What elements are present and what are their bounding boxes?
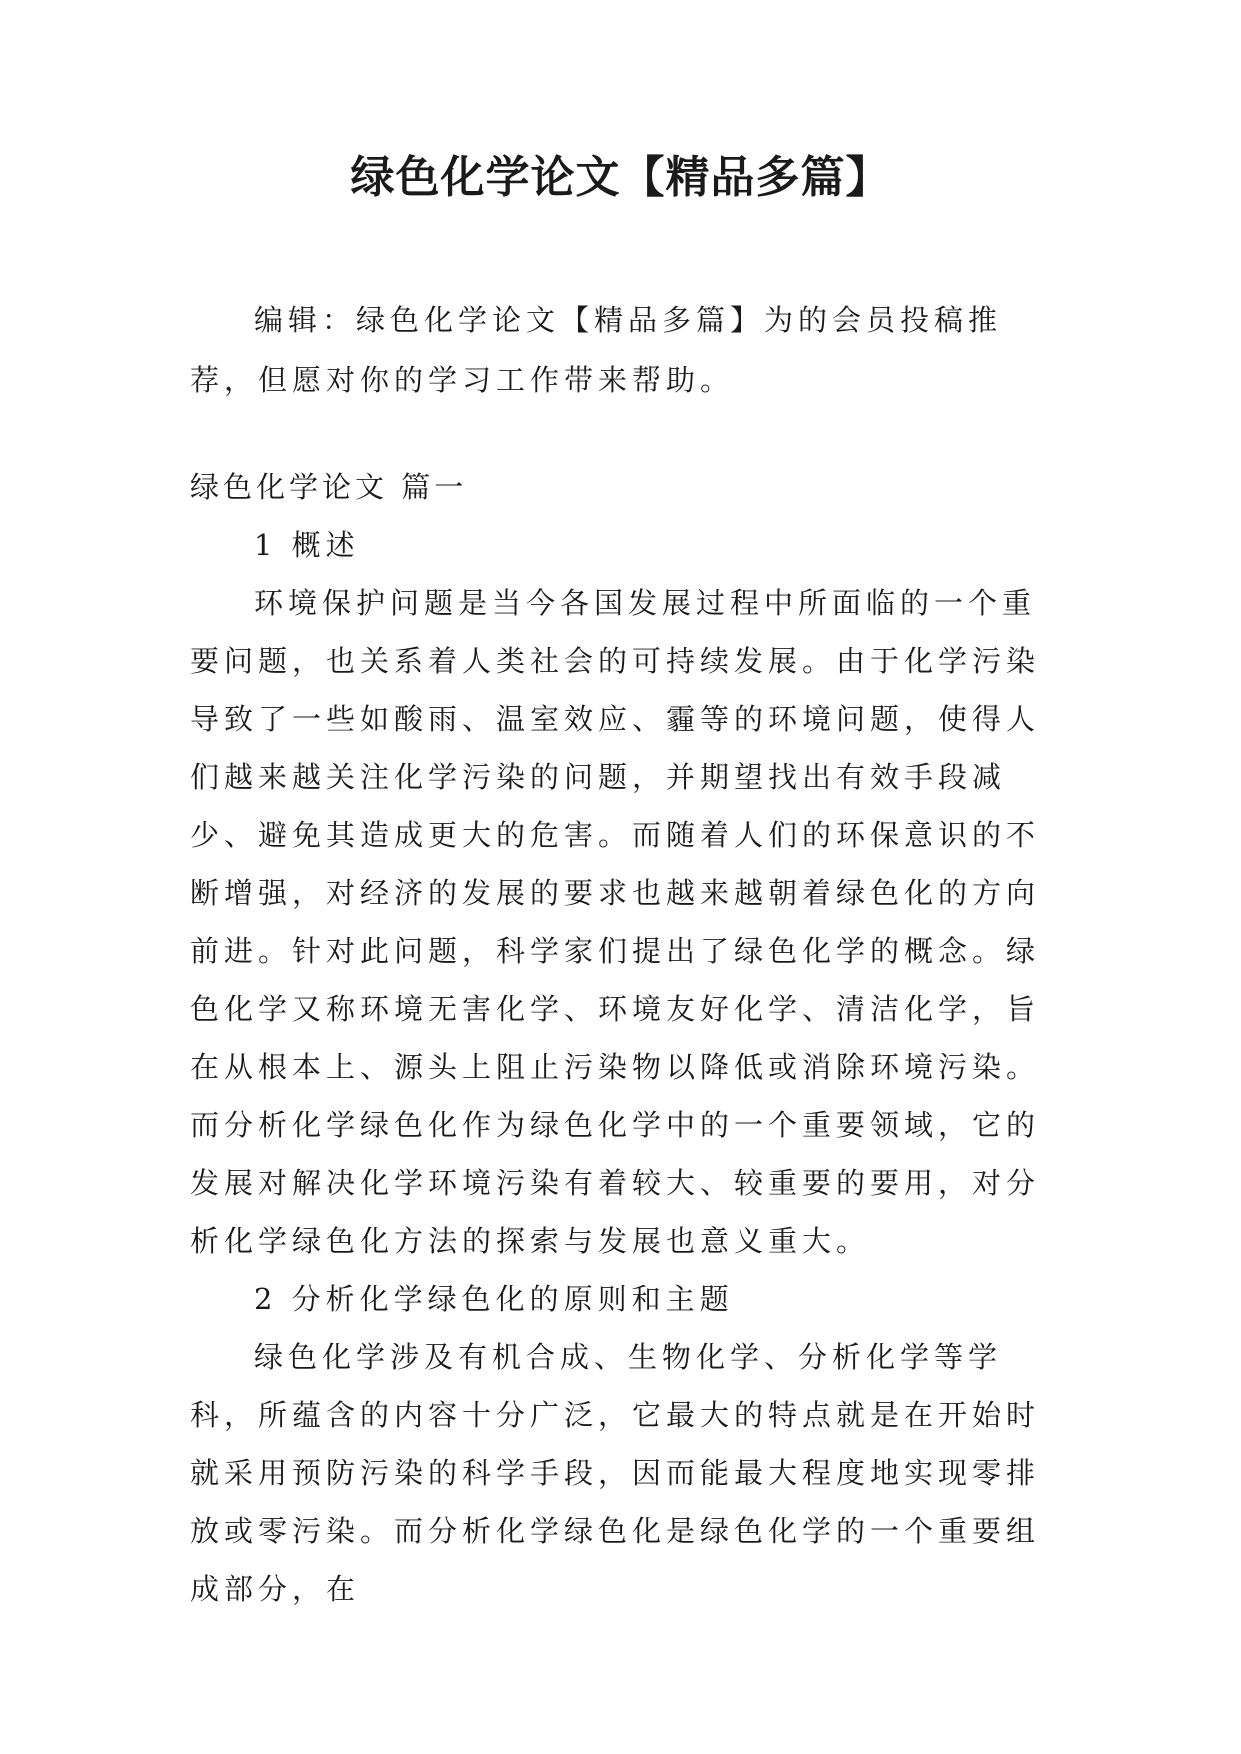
article-body [190, 458, 1050, 1618]
section-title: 绿色化学论文 篇一 [190, 470, 468, 504]
paragraph-principles: 绿色化学涉及有机合成、生物化学、分析化学等学科，所蕴含的内容十分广泛，它最大的特点就是在开始时就采用预防污染的科学手段，因而能最大程度地实现零排放或零污染。而分析化学绿色化是绿色化学的一个重要组成部分，在 [190, 1340, 1041, 1606]
heading-principles: 2 分析化学绿色化的原则和主题 [254, 1282, 734, 1316]
intro-paragraph: 编辑：绿色化学论文【精品多篇】为的会员投稿推荐，但愿对你的学习工作带来帮助。 [190, 303, 1003, 397]
paragraph-overview: 环境保护问题是当今各国发展过程中所面临的一个重要问题，也关系着人类社会的可持续发展。由于化学污染导致了一些如酸雨、温室效应、霾等的环境问题，使得人们越来越关注化学污染的问题，并期望找出有效手段减少、避免其造成更大的危害。而随着人们的环保意识的不断增强，对经济的发展的要求也越来越朝着绿色化的方向前进。针对此问题，科学家们提出了绿色化学的概念。绿色化学又称环境无害化学、环境友好化学、清洁化学，旨在从根本上、源头上阻止污染物以降低或消除环境污染。而分析化学绿色化作为绿色化学中的一个重要领域，它的发展对解决化学环境污染有着较大、较重要的要用，对分析化学绿色化方法的探索与发展也意义重大。 [190, 586, 1041, 1258]
document-title: 绿色化学论文【精品多篇】 [350, 152, 891, 203]
heading-overview: 1 概述 [254, 528, 360, 562]
